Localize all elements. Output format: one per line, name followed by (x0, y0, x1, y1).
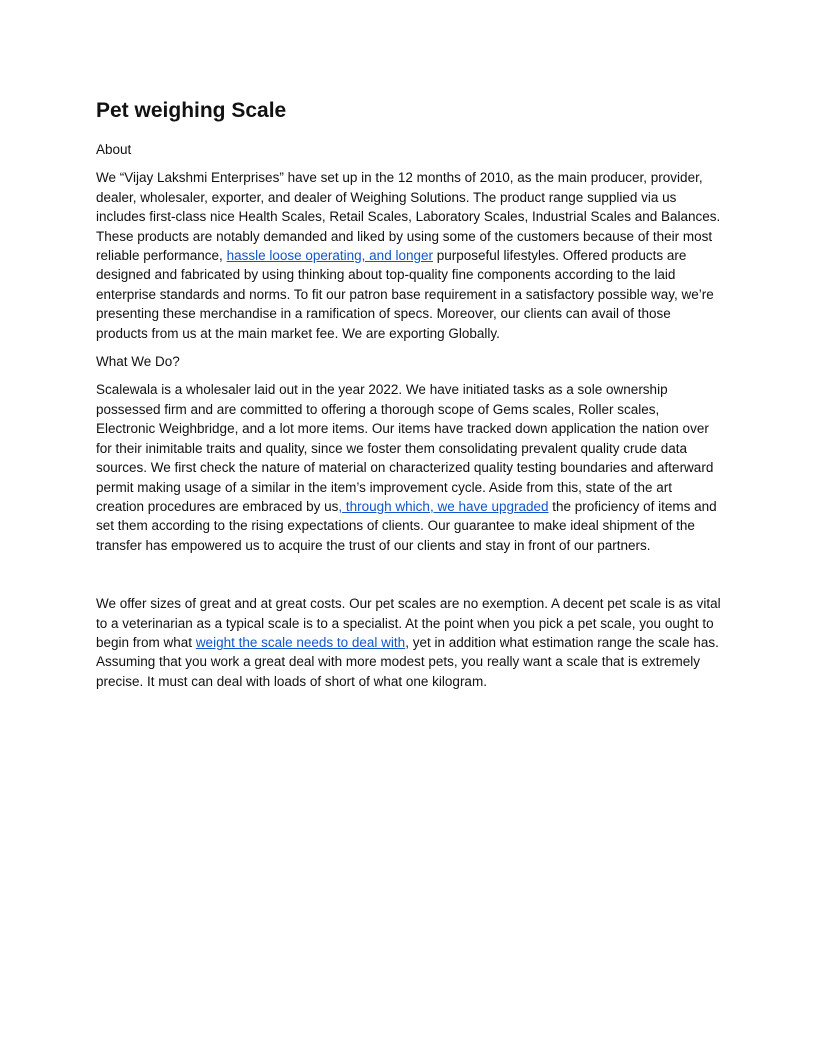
whatwedo-heading: What We Do? (96, 354, 180, 370)
offer-text-1: We offer sizes of great and at great costs. Our pet scales are no exemption. A decent pet scale is as vital to a veterinarian as a typical scale is to a specialist. At the point when you pick a pet scale, you ought to begin from what (96, 596, 721, 650)
whatwedo-text-2: the proficiency of items and set them according to the rising expectations of clients. Our guarantee to make ideal shipment of the transfer has empowered us to acquire the trust of our clients and stay in front of our partners. (96, 498, 717, 553)
offer-link[interactable]: weight the scale needs to deal with (195, 634, 406, 650)
whatwedo-text-1: Scalewala is a wholesaler laid out in the year 2022. We have initiated tasks as a sole ownership possessed firm and are committed to offering a thorough scope of Gems scales, Roller scales, Electronic Weighbridge, and a lot more items. Our items have tracked down application the nation over for their inimitable traits and quality, since we foster them consolidating prevalent quality crude data sources. We first check the nature of material on characterized quality testing boundaries and afterward permit making usage of a similar in the item’s improvement cycle. Aside from this, state of the art creation procedures are embraced by us (96, 382, 714, 514)
about-text-1: We “Vijay Lakshmi Enterprises” have set up in the 12 months of 2010, as the main producer, provider, dealer, wholesaler, exporter, and dealer of Weighing Solutions. The product range supplied via us includes first-class nice Health Scales, Retail Scales, Laboratory Scales, Industrial Scales and Balances. These products are notably demanded and liked by using some of the customers because of their most reliable performance, (96, 170, 721, 264)
blank-line (96, 564, 722, 594)
about-heading: About (96, 142, 132, 157)
whatwedo-link[interactable]: , through which, we have upgraded (338, 498, 549, 514)
page-title: Pet weighing Scale (96, 99, 287, 122)
about-paragraph (96, 168, 722, 343)
offer-text-2: , yet in addition what estimation range the scale has. Assuming that you work a great deal with more modest pets, you really want a scale that is extremely precise. It must can deal with loads of short of what one kilogram. (96, 634, 719, 689)
offer-paragraph (96, 594, 722, 691)
document-page (96, 96, 722, 700)
about-text-2: purposeful lifestyles. Offered products are designed and fabricated by using thinking about top-quality fine components according to the laid enterprise standards and norms. To fit our patron base requirement in a satisfactory possible way, we’re presenting these merchandise in a ramification of specs. Moreover, our clients can avail of those products from us at the main market fee. We are exporting Globally. (96, 248, 714, 341)
about-link[interactable]: hassle loose operating, and longer (226, 248, 433, 264)
whatwedo-paragraph (96, 380, 722, 555)
